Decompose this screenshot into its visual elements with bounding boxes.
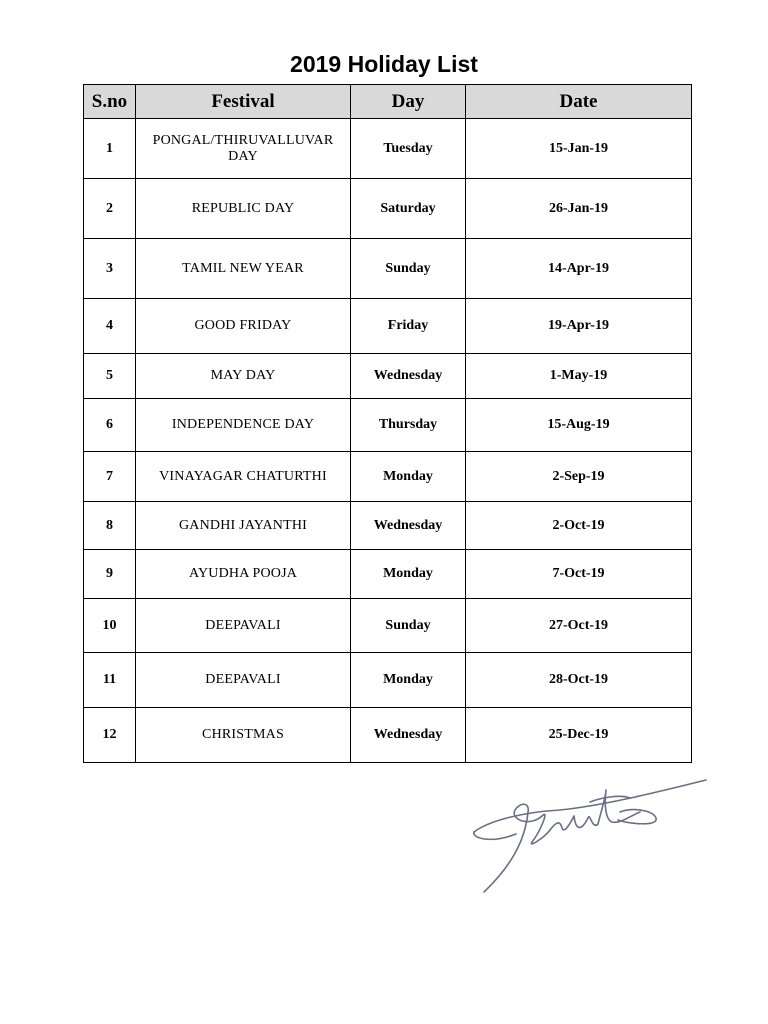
sno-cell: 3 bbox=[84, 239, 136, 299]
column-header-day: Day bbox=[351, 85, 466, 119]
date-cell: 14-Apr-19 bbox=[466, 239, 692, 299]
table-row bbox=[84, 119, 692, 179]
table-row bbox=[84, 179, 692, 239]
day-cell: Thursday bbox=[351, 399, 466, 452]
table-row bbox=[84, 239, 692, 299]
date-cell: 27-Oct-19 bbox=[466, 599, 692, 653]
day-cell: Monday bbox=[351, 653, 466, 708]
festival-cell: REPUBLIC DAY bbox=[136, 179, 351, 239]
table-row bbox=[84, 354, 692, 399]
day-cell: Sunday bbox=[351, 239, 466, 299]
sno-cell: 9 bbox=[84, 550, 136, 599]
sno-cell: 12 bbox=[84, 708, 136, 763]
date-cell: 19-Apr-19 bbox=[466, 299, 692, 354]
day-cell: Friday bbox=[351, 299, 466, 354]
date-cell: 7-Oct-19 bbox=[466, 550, 692, 599]
column-header-date: Date bbox=[466, 85, 692, 119]
date-cell: 15-Jan-19 bbox=[466, 119, 692, 179]
festival-cell: PONGAL/THIRUVALLUVAR DAY bbox=[136, 119, 351, 179]
column-header-sno: S.no bbox=[84, 85, 136, 119]
sno-cell: 11 bbox=[84, 653, 136, 708]
holiday-table-body bbox=[84, 119, 692, 763]
table-row bbox=[84, 399, 692, 452]
festival-cell: CHRISTMAS bbox=[136, 708, 351, 763]
festival-cell: DEEPAVALI bbox=[136, 599, 351, 653]
festival-cell: GANDHI JAYANTHI bbox=[136, 502, 351, 550]
table-row bbox=[84, 502, 692, 550]
festival-cell: GOOD FRIDAY bbox=[136, 299, 351, 354]
day-cell: Sunday bbox=[351, 599, 466, 653]
day-cell: Saturday bbox=[351, 179, 466, 239]
table-row bbox=[84, 708, 692, 763]
sno-cell: 10 bbox=[84, 599, 136, 653]
day-cell: Wednesday bbox=[351, 708, 466, 763]
table-row bbox=[84, 599, 692, 653]
sno-cell: 5 bbox=[84, 354, 136, 399]
festival-cell: INDEPENDENCE DAY bbox=[136, 399, 351, 452]
table-row bbox=[84, 550, 692, 599]
sno-cell: 7 bbox=[84, 452, 136, 502]
day-cell: Monday bbox=[351, 452, 466, 502]
date-cell: 26-Jan-19 bbox=[466, 179, 692, 239]
table-header-row bbox=[84, 85, 692, 119]
holiday-table bbox=[83, 84, 692, 763]
festival-cell: VINAYAGAR CHATURTHI bbox=[136, 452, 351, 502]
sno-cell: 1 bbox=[84, 119, 136, 179]
date-cell: 1-May-19 bbox=[466, 354, 692, 399]
signature-image bbox=[470, 772, 710, 897]
festival-cell: DEEPAVALI bbox=[136, 653, 351, 708]
day-cell: Monday bbox=[351, 550, 466, 599]
sno-cell: 6 bbox=[84, 399, 136, 452]
date-cell: 15-Aug-19 bbox=[466, 399, 692, 452]
sno-cell: 8 bbox=[84, 502, 136, 550]
date-cell: 2-Oct-19 bbox=[466, 502, 692, 550]
page-title: 2019 Holiday List bbox=[290, 51, 478, 77]
festival-cell: AYUDHA POOJA bbox=[136, 550, 351, 599]
date-cell: 28-Oct-19 bbox=[466, 653, 692, 708]
day-cell: Wednesday bbox=[351, 354, 466, 399]
festival-cell: MAY DAY bbox=[136, 354, 351, 399]
sno-cell: 4 bbox=[84, 299, 136, 354]
table-row bbox=[84, 299, 692, 354]
date-cell: 2-Sep-19 bbox=[466, 452, 692, 502]
table-row bbox=[84, 653, 692, 708]
day-cell: Tuesday bbox=[351, 119, 466, 179]
column-header-festival: Festival bbox=[136, 85, 351, 119]
festival-cell: TAMIL NEW YEAR bbox=[136, 239, 351, 299]
table-row bbox=[84, 452, 692, 502]
date-cell: 25-Dec-19 bbox=[466, 708, 692, 763]
day-cell: Wednesday bbox=[351, 502, 466, 550]
sno-cell: 2 bbox=[84, 179, 136, 239]
